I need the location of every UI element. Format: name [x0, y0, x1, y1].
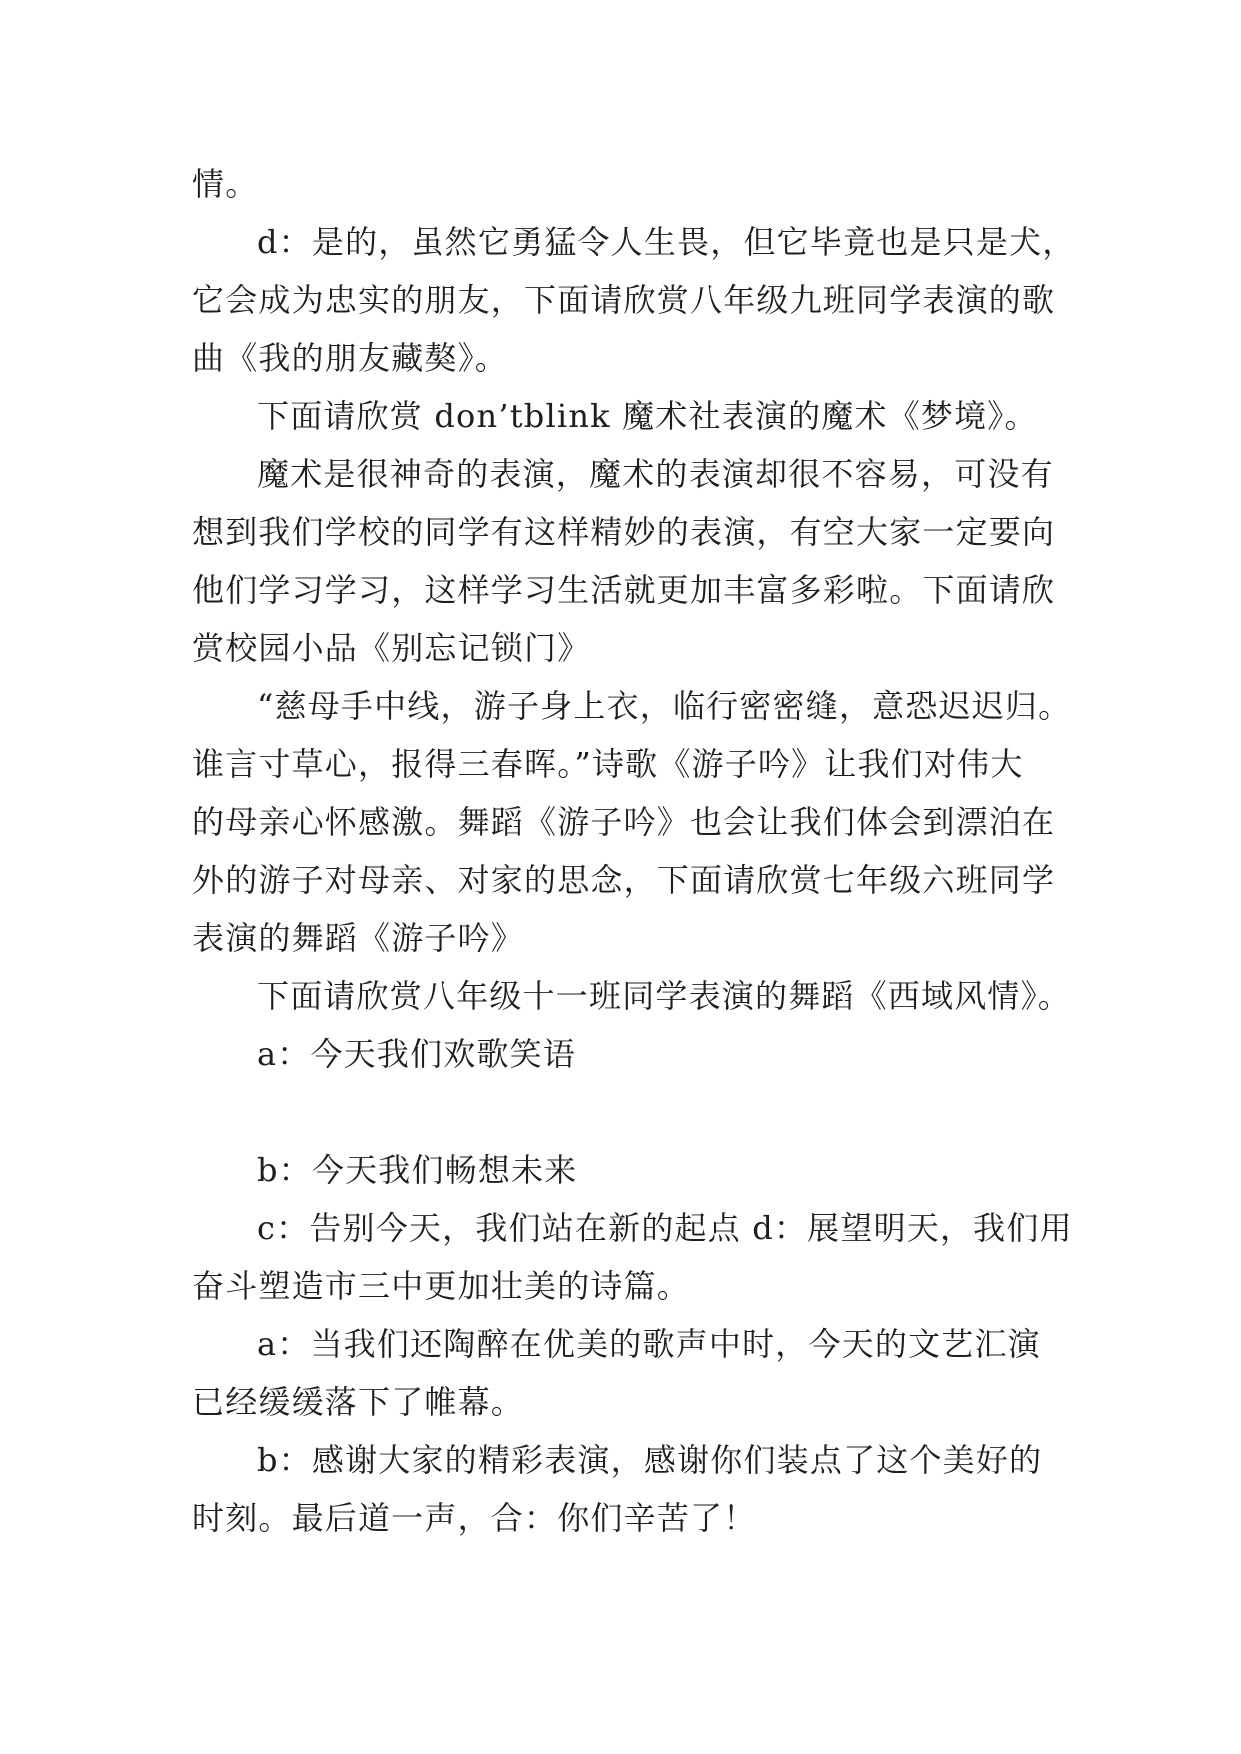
paragraph [192, 1315, 1112, 1431]
text-line: d：是的，虽然它勇猛令人生畏，但它毕竟也是只是犬， [257, 223, 1076, 261]
document-body [192, 155, 1112, 1547]
text-line: 赏校园小品《别忘记锁门》 [192, 629, 591, 667]
paragraph [192, 1141, 1112, 1199]
text-line: c：告别今天，我们站在新的起点 d：展望明天，我们用 [257, 1209, 1073, 1247]
text-line: 时刻。最后道一声，合：你们辛苦了！ [192, 1499, 757, 1537]
paragraph [192, 155, 1112, 213]
text-line: 奋斗塑造市三中更加壮美的诗篇。 [192, 1267, 691, 1305]
text-line: 已经缓缓落下了帷幕。 [192, 1383, 525, 1421]
text-line: 情。 [192, 165, 259, 203]
text-line: 的母亲心怀感激。舞蹈《游子吟》也会让我们体会到漂泊在 [192, 803, 1056, 841]
paragraph [192, 677, 1112, 967]
paragraph [192, 1199, 1112, 1315]
paragraph [192, 213, 1112, 387]
paragraph [192, 1025, 1112, 1083]
paragraph [192, 445, 1112, 677]
text-line: 下面请欣赏 don’tblink 魔术社表演的魔术《梦境》。 [257, 397, 1038, 435]
paragraph [192, 1431, 1112, 1547]
text-line: 他们学习学习，这样学习生活就更加丰富多彩啦。下面请欣 [192, 571, 1056, 609]
text-line: “慈母手中线，游子身上衣，临行密密缝，意恐迟迟归。 [257, 687, 1072, 725]
paragraph [192, 967, 1112, 1025]
text-line: a：当我们还陶醉在优美的歌声中时，今天的文艺汇演 [257, 1325, 1041, 1363]
blank-line [192, 1083, 1112, 1141]
text-line: 魔术是很神奇的表演，魔术的表演却很不容易，可没有 [257, 455, 1054, 493]
text-line: 谁言寸草心，报得三春晖。”诗歌《游子吟》让我们对伟大 [192, 745, 1024, 783]
text-line: 外的游子对母亲、对家的思念，下面请欣赏七年级六班同学 [192, 861, 1056, 899]
text-line: 想到我们学校的同学有这样精妙的表演，有空大家一定要向 [192, 513, 1056, 551]
text-line: b：今天我们畅想未来 [257, 1151, 578, 1189]
text-line: a：今天我们欢歌笑语 [257, 1035, 577, 1073]
text-line: b：感谢大家的精彩表演，感谢你们装点了这个美好的 [257, 1441, 1043, 1479]
text-line: 表演的舞蹈《游子吟》 [192, 919, 525, 957]
text-line: 曲《我的朋友藏獒》。 [192, 339, 509, 377]
text-line: 它会成为忠实的朋友，下面请欣赏八年级九班同学表演的歌 [192, 281, 1056, 319]
text-line: 下面请欣赏八年级十一班同学表演的舞蹈《西域风情》。 [257, 977, 1072, 1015]
paragraph [192, 387, 1112, 445]
